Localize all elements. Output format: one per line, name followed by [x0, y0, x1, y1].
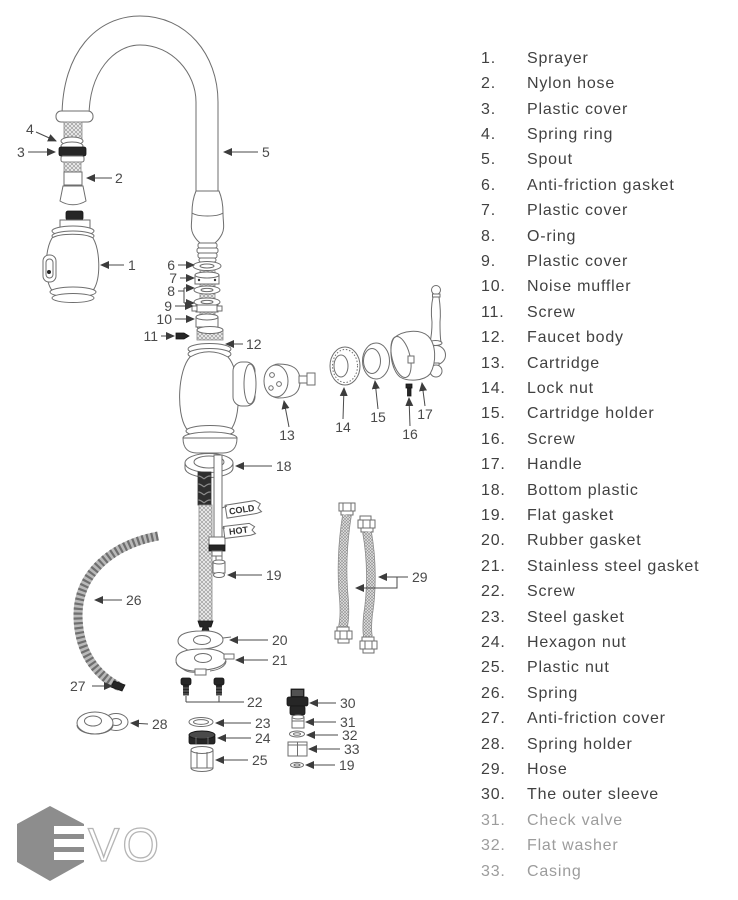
part-number: 18.: [481, 481, 506, 499]
part-label: Plastic cover: [527, 202, 629, 220]
part-label: Screw: [527, 303, 576, 321]
svg-text:16: 16: [402, 426, 418, 442]
part-label: Stainless steel gasket: [527, 557, 700, 575]
svg-text:23: 23: [255, 715, 271, 731]
part-outer-sleeve-30: [287, 689, 308, 715]
part-row: [481, 681, 731, 706]
part-label: O-ring: [527, 227, 577, 245]
part-label: Lock nut: [527, 379, 594, 397]
part-steel-gasket-21: [176, 649, 234, 675]
part-row: [481, 198, 731, 223]
center-hose-assembly: [198, 455, 262, 635]
svg-text:28: 28: [152, 716, 168, 732]
part-row: [481, 503, 731, 528]
logo-vo-text: VO: [88, 818, 162, 871]
part-row: [481, 656, 731, 681]
callout-19a: [228, 567, 282, 583]
svg-text:26: 26: [126, 592, 142, 608]
svg-text:19: 19: [266, 567, 282, 583]
callout-21: [236, 652, 288, 668]
part-flat-washer-32: [290, 731, 305, 737]
svg-text:31: 31: [340, 714, 356, 730]
part-label: The outer sleeve: [527, 786, 659, 804]
callout-25: [216, 752, 268, 768]
part-spring: [78, 536, 158, 687]
part-number: 6.: [481, 176, 496, 194]
part-number: 3.: [481, 100, 496, 118]
svg-text:24: 24: [255, 730, 271, 746]
svg-text:29: 29: [412, 569, 428, 585]
part-label: Steel gasket: [527, 608, 625, 626]
part-label: Screw: [527, 583, 576, 601]
part-row: [481, 859, 731, 884]
part-row: [481, 300, 731, 325]
part-label: Anti-friction gasket: [527, 176, 675, 194]
svg-text:17: 17: [417, 406, 433, 422]
part-number: 19.: [481, 507, 506, 525]
part-number: 10.: [481, 278, 506, 296]
callout-23: [216, 715, 271, 731]
part-label: Faucet body: [527, 329, 624, 347]
cold-tag-label: COLD: [228, 502, 256, 517]
part-number: 32.: [481, 837, 506, 855]
part-row: [481, 46, 731, 71]
part-label: Spout: [527, 151, 573, 169]
callout-5: [224, 144, 270, 160]
part-number: 25.: [481, 659, 506, 677]
part-screw-11: [176, 333, 189, 339]
part-plastic-nut-25: [191, 747, 213, 772]
part-label: Plastic cover: [527, 100, 629, 118]
part-label: Spring ring: [527, 125, 614, 143]
svg-text:5: 5: [262, 144, 270, 160]
svg-text:11: 11: [143, 328, 158, 344]
part-label: Screw: [527, 430, 576, 448]
part-row: [481, 376, 731, 401]
part-label: Cartridge: [527, 354, 601, 372]
part-label: Anti-friction cover: [527, 710, 666, 728]
part-nylon-hose-connector: [59, 122, 86, 205]
callout-19b: [306, 757, 355, 773]
part-number: 23.: [481, 608, 506, 626]
callout-1: [101, 257, 136, 273]
part-stack-6-10: [192, 262, 222, 335]
logo-e-bars: [54, 826, 86, 860]
svg-text:19: 19: [339, 757, 355, 773]
part-row: [481, 834, 731, 859]
part-number: 11.: [481, 303, 505, 321]
part-number: 28.: [481, 735, 506, 753]
callout-24: [218, 730, 271, 746]
svg-text:15: 15: [370, 409, 386, 425]
part-number: 7.: [481, 202, 496, 220]
callout-13: [279, 401, 295, 443]
callout-20: [230, 632, 288, 648]
part-label: Flat gasket: [527, 507, 615, 525]
parts-list: [481, 46, 731, 884]
svg-text:3: 3: [17, 144, 25, 160]
svg-text:21: 21: [272, 652, 288, 668]
part-number: 4.: [481, 125, 496, 143]
svg-text:25: 25: [252, 752, 268, 768]
part-row: [481, 808, 731, 833]
part-row: [481, 249, 731, 274]
part-number: 31.: [481, 811, 506, 829]
part-flat-gasket-19b: [291, 762, 304, 767]
callout-18: [236, 458, 292, 474]
part-label: Noise muffler: [527, 278, 632, 296]
part-hoses-29: [335, 503, 377, 653]
callout-3: [17, 144, 55, 160]
callout-2: [87, 170, 123, 186]
svg-text:20: 20: [272, 632, 288, 648]
part-number: 33.: [481, 862, 506, 880]
svg-text:10: 10: [156, 311, 172, 327]
part-screw-16: [406, 384, 412, 396]
svg-text:8: 8: [167, 283, 175, 299]
callout-14: [335, 388, 351, 435]
callout-26: [95, 592, 142, 608]
part-row: [481, 224, 731, 249]
svg-text:33: 33: [344, 741, 360, 757]
part-number: 29.: [481, 761, 506, 779]
evo-logo: [17, 806, 162, 881]
part-number: 27.: [481, 710, 506, 728]
svg-text:13: 13: [279, 427, 295, 443]
part-number: 21.: [481, 557, 506, 575]
part-label: Sprayer: [527, 49, 589, 67]
part-label: Plastic nut: [527, 659, 610, 677]
svg-text:7: 7: [169, 270, 177, 286]
part-row: [481, 707, 731, 732]
callout-33: [309, 741, 360, 757]
part-hexagon-nut-24: [189, 731, 215, 744]
part-row: [481, 605, 731, 630]
part-label: Handle: [527, 456, 583, 474]
part-cartridge: [264, 364, 315, 398]
callout-4: [26, 121, 56, 141]
part-spring-holder: [77, 712, 128, 734]
part-steel-gasket-23: [189, 718, 213, 727]
part-number: 12.: [481, 329, 506, 347]
part-cartridge-holder: [363, 343, 390, 379]
callout-22: [186, 694, 263, 710]
part-sprayer: [43, 211, 99, 303]
hot-tag-label: HOT: [228, 524, 249, 537]
callout-10: [156, 311, 194, 327]
part-handle: [387, 286, 445, 381]
part-row: [481, 783, 731, 808]
part-label: Rubber gasket: [527, 532, 642, 550]
part-number: 22.: [481, 583, 506, 601]
callout-15: [370, 381, 386, 425]
part-row: [481, 148, 731, 173]
callout-16: [402, 398, 418, 442]
part-faucet-body: [180, 327, 256, 454]
part-row: [481, 529, 731, 554]
part-number: 8.: [481, 227, 496, 245]
svg-text:14: 14: [335, 419, 351, 435]
part-row: [481, 97, 731, 122]
part-label: Casing: [527, 862, 582, 880]
part-number: 14.: [481, 379, 506, 397]
part-number: 5.: [481, 151, 496, 169]
svg-text:30: 30: [340, 695, 356, 711]
svg-text:1: 1: [128, 257, 136, 273]
part-row: [481, 732, 731, 757]
part-label: Hose: [527, 761, 568, 779]
part-label: Spring: [527, 684, 579, 702]
callout-11: [143, 328, 174, 344]
part-casing-33: [288, 742, 307, 756]
part-label: Bottom plastic: [527, 481, 639, 499]
part-row: [481, 71, 731, 96]
part-number: 1.: [481, 49, 496, 67]
part-screws-22: [181, 678, 224, 695]
part-label: Nylon hose: [527, 75, 616, 93]
part-check-valve-31: [292, 715, 304, 728]
svg-text:12: 12: [246, 336, 262, 352]
hot-tag: [223, 523, 255, 539]
part-number: 15.: [481, 405, 506, 423]
part-row: [481, 402, 731, 427]
part-row: [481, 275, 731, 300]
part-row: [481, 325, 731, 350]
part-number: 13.: [481, 354, 506, 372]
part-label: Flat washer: [527, 837, 619, 855]
part-row: [481, 580, 731, 605]
part-number: 26.: [481, 684, 506, 702]
part-row: [481, 630, 731, 655]
part-number: 9.: [481, 252, 496, 270]
part-row: [481, 453, 731, 478]
part-number: 16.: [481, 430, 506, 448]
svg-text:18: 18: [276, 458, 292, 474]
part-number: 20.: [481, 532, 506, 550]
part-number: 17.: [481, 456, 506, 474]
part-label: Hexagon nut: [527, 634, 627, 652]
part-label: Spring holder: [527, 735, 633, 753]
svg-text:22: 22: [247, 694, 263, 710]
part-row: [481, 757, 731, 782]
part-row: [481, 478, 731, 503]
svg-text:6: 6: [167, 257, 175, 273]
part-flat-gasket-19a: [214, 573, 225, 578]
part-label: Check valve: [527, 811, 623, 829]
part-lock-nut: [330, 347, 360, 385]
cold-tag: [225, 500, 262, 518]
part-label: Plastic cover: [527, 252, 629, 270]
svg-text:27: 27: [70, 678, 86, 694]
callout-17: [417, 383, 433, 422]
part-number: 24.: [481, 634, 506, 652]
part-number: 2.: [481, 75, 496, 93]
svg-text:32: 32: [342, 727, 358, 743]
svg-text:4: 4: [26, 121, 34, 137]
part-number: 30.: [481, 786, 506, 804]
callout-28: [131, 716, 168, 732]
part-anti-friction-cover-27: [111, 681, 125, 691]
part-label: Cartridge holder: [527, 405, 655, 423]
part-rubber-gasket-20: [178, 631, 231, 651]
svg-text:2: 2: [115, 170, 123, 186]
callout-30: [310, 695, 356, 711]
svg-text:9: 9: [164, 298, 172, 314]
part-row: [481, 427, 731, 452]
part-row: [481, 122, 731, 147]
part-row: [481, 351, 731, 376]
part-row: [481, 554, 731, 579]
part-row: [481, 173, 731, 198]
